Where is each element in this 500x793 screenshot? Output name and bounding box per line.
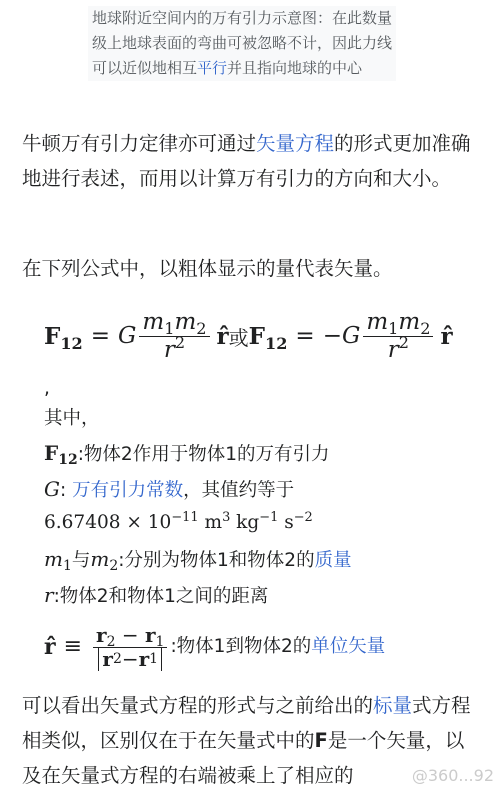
- item-g-value: $6.67408 \times 10^{-11}$ $m^3$ $kg^{-1}$ $s^{-2}$: [44, 509, 313, 533]
- bold-note: 在下列公式中，以粗体显示的量代表矢量。: [22, 257, 393, 280]
- item-f12: $F_{12}$:物体2作用于物体1的万有引力: [44, 441, 330, 469]
- caption-tail: 并且指向地球的中心: [227, 59, 363, 77]
- minus-sign: −: [322, 323, 342, 349]
- scalar-link[interactable]: 标量: [373, 694, 413, 717]
- r-hat-symbol-2: r̂: [440, 322, 453, 350]
- gravitational-constant-link[interactable]: 万有引力常数: [72, 480, 184, 501]
- intro-text-end: 的形式更加准确地进行表述，而用以计算万有引力的方向和大小。: [22, 132, 471, 190]
- gravity-formula: [44, 300, 453, 372]
- item-rhat: r̂ ≡ $r_2 - r_1$ r 2 − r 1 :物体1到物体2的 单位矢量: [44, 622, 386, 671]
- formula-or: 或: [228, 325, 249, 350]
- formula-comma: ,: [44, 378, 50, 399]
- mass-fraction: $\frac{m_1m_2}{r^2}$: [139, 309, 209, 363]
- r-hat-symbol: r̂: [216, 322, 229, 350]
- mass-fraction-2: $\frac{m_1m_2}{r^2}$: [363, 309, 433, 363]
- item-r: r:物体2和物体1之间的距离: [44, 583, 269, 607]
- parallel-link[interactable]: 平行: [197, 59, 228, 77]
- g-symbol: G: [118, 323, 137, 349]
- intro-paragraph: [22, 126, 482, 196]
- intro-text: 牛顿万有引力定律亦可通过: [22, 132, 257, 155]
- item-masses: $m_1$与$m_2$:分别为物体1和物体2的质量: [44, 547, 352, 575]
- equals-sign: =: [90, 323, 111, 349]
- figure-caption: [88, 6, 396, 81]
- outro-paragraph: 可以看出矢量式方程的形式与之前给出的标量式方程相类似，区别仅在于在矢量式中的F是一个矢量，以及在矢量式方程的右端被乘上了相应的: [22, 694, 471, 787]
- where-label: 其中，: [44, 408, 100, 429]
- f12-symbol-2: $F_{12}$: [248, 322, 288, 353]
- caption-text: 地球附近空间内的万有引力示意图：在此数量级上地球表面的弯曲可被忽略不计，因此力线可以近似地相互: [92, 9, 393, 77]
- mass-link[interactable]: 质量: [314, 550, 352, 571]
- watermark: @360...92: [411, 766, 494, 785]
- equals-sign-2: =: [295, 323, 315, 349]
- item-g: G: 万有引力常数，其值约等于: [44, 477, 295, 501]
- g-symbol-2: G: [341, 323, 361, 349]
- vector-equation-link[interactable]: 矢量方程: [256, 132, 335, 155]
- f12-symbol: $F_{12}$: [44, 322, 83, 353]
- unit-vector-link[interactable]: 单位矢量: [311, 636, 386, 657]
